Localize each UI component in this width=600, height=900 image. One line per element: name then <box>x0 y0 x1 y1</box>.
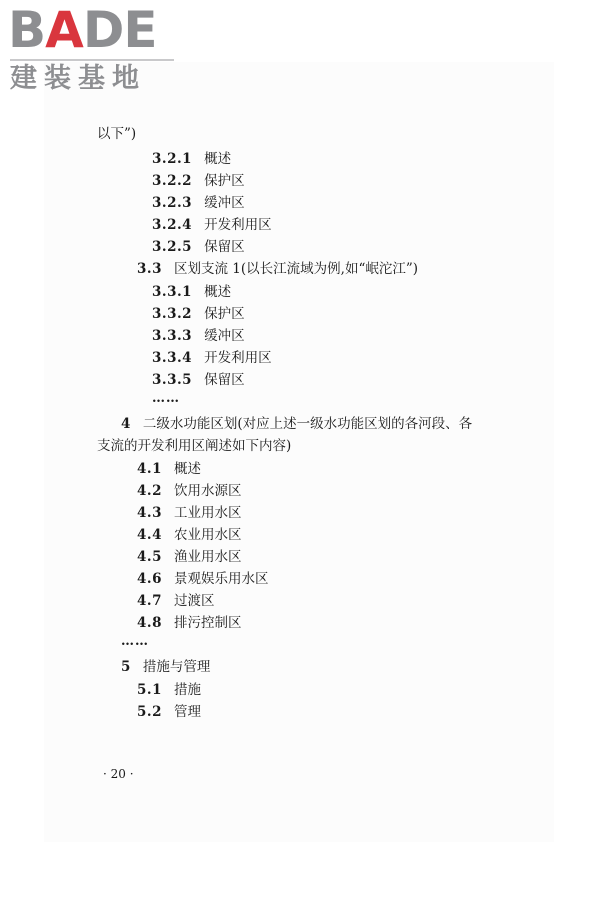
toc-number: 3.2.4 <box>152 217 193 233</box>
toc-number: 4.7 <box>137 593 162 609</box>
toc-title: 渔业用水区 <box>174 549 242 565</box>
toc-title: 概述 <box>204 284 232 300</box>
toc-line <box>137 260 418 278</box>
toc-number: 3.2.3 <box>152 195 193 211</box>
toc-number: 3.3.5 <box>152 372 193 388</box>
logo-wordmark: BADE <box>8 1 157 59</box>
toc-line <box>152 283 231 301</box>
toc-number: 3.2.1 <box>152 151 193 167</box>
toc-line <box>152 150 231 168</box>
toc-line <box>121 415 472 433</box>
toc-title: 工业用水区 <box>174 505 242 521</box>
bade-logo <box>4 1 174 96</box>
toc-title: 农业用水区 <box>174 527 242 543</box>
toc-line <box>152 238 245 256</box>
toc-line <box>152 172 245 190</box>
toc-number: 4.8 <box>137 615 162 631</box>
toc-number: 3.3.3 <box>152 328 193 344</box>
toc-line <box>137 614 242 632</box>
toc-title: 管理 <box>174 704 201 720</box>
toc-title: 过渡区 <box>174 593 215 609</box>
toc-number: 3.3.1 <box>152 284 193 300</box>
toc-title: 措施与管理 <box>142 659 211 675</box>
toc-title: 排污控制区 <box>174 615 242 631</box>
toc-line <box>97 437 291 455</box>
page-number: · 20 · <box>103 767 134 781</box>
toc-title: 保护区 <box>204 306 245 322</box>
logo-subtitle: 建装基地 <box>10 63 146 94</box>
logo-divider <box>10 59 174 61</box>
toc-number: 3.3.4 <box>152 350 193 366</box>
toc-line <box>152 194 245 212</box>
toc-line <box>152 371 245 389</box>
toc-line: 以下”) <box>97 126 137 142</box>
toc-line <box>137 703 201 721</box>
toc-number: 4.2 <box>137 483 162 499</box>
toc-number: 4.3 <box>137 505 162 521</box>
toc-title: 景观娱乐用水区 <box>174 571 269 587</box>
toc-title: 饮用水源区 <box>174 483 242 499</box>
toc-title: 缓冲区 <box>204 328 245 344</box>
toc-number: 5 <box>121 659 131 675</box>
toc-line <box>121 658 210 676</box>
toc-line <box>137 570 269 588</box>
logo-accent-letter: A <box>45 1 83 59</box>
toc-line <box>152 216 272 234</box>
toc-title: 概述 <box>204 151 232 167</box>
toc-title: 开发利用区 <box>204 350 272 366</box>
toc-line <box>137 526 242 544</box>
toc-ellipsis: …… <box>152 391 180 406</box>
toc-line <box>137 460 201 478</box>
toc-number: 3.2.2 <box>152 173 193 189</box>
toc-number: 5.2 <box>137 704 162 720</box>
toc-number: 3.3 <box>137 261 162 277</box>
toc-line <box>137 681 201 699</box>
toc-title: 保留区 <box>204 239 245 255</box>
toc-title: 概述 <box>174 461 201 477</box>
toc-number: 4.5 <box>137 549 162 565</box>
toc-line <box>137 482 242 500</box>
toc-title: 开发利用区 <box>204 217 272 233</box>
toc-line <box>137 592 215 610</box>
toc-title: 措施 <box>174 682 201 698</box>
toc-ellipsis: …… <box>121 634 149 649</box>
toc-number: 4.4 <box>137 527 162 543</box>
toc-line <box>152 305 245 323</box>
toc-number: 4 <box>121 416 131 432</box>
toc-number: 3.3.2 <box>152 306 193 322</box>
toc-title: 缓冲区 <box>204 195 245 211</box>
toc-number: 4.6 <box>137 571 162 587</box>
toc-line <box>137 548 242 566</box>
toc-number: 3.2.5 <box>152 239 193 255</box>
toc-title: 保留区 <box>204 372 245 388</box>
toc-title: 支流的开发利用区阐述如下内容) <box>97 438 292 454</box>
toc-title: 二级水功能区划(对应上述一级水功能区划的各河段、各 <box>142 416 473 432</box>
toc-line <box>137 504 242 522</box>
toc-title: 保护区 <box>204 173 245 189</box>
toc-line <box>152 349 272 367</box>
toc-number: 5.1 <box>137 682 162 698</box>
toc-line <box>152 327 245 345</box>
toc-number: 4.1 <box>137 461 162 477</box>
toc-title: 区划支流 1(以长江流域为例,如“岷沱江”) <box>174 261 419 277</box>
